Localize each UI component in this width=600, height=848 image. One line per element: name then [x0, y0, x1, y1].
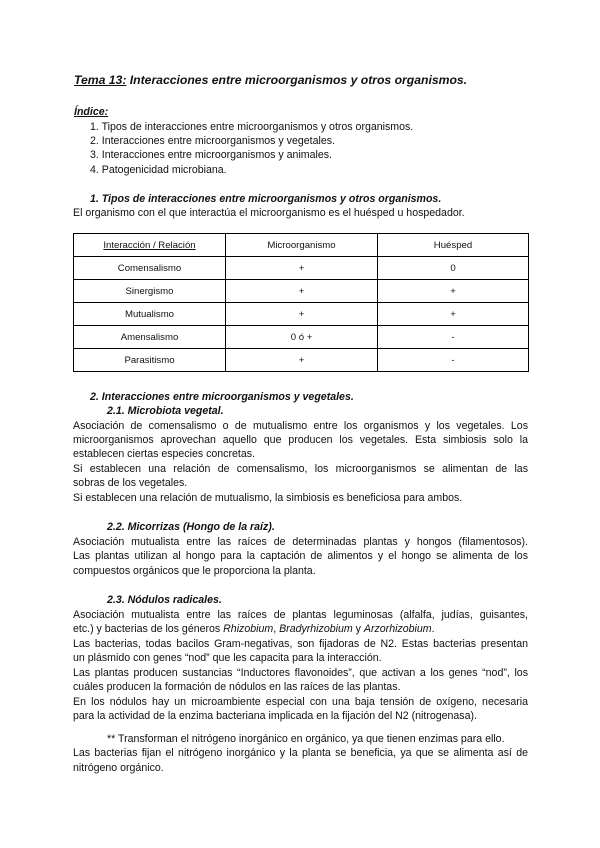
- paragraph-line: Si establecen una relación de mutualismo, la simbiosis es beneficiosa para ambos.: [73, 492, 463, 504]
- paragraph-line: para la actividad de la enzima bacteriana implicada en la fijación del N2 (nitrogenasa).: [73, 710, 477, 722]
- paragraph-line: microorganismos aprovechan aquello que producen los vegetales. Esta simbiosis solo la: [73, 434, 528, 446]
- text-run: y: [352, 623, 364, 635]
- paragraph-line: Las plantas utilizan al hongo para la captación de alimentos y el hongo se alimenta de los: [73, 550, 528, 562]
- paragraph-line: establecen ciertas especies concretas.: [73, 448, 255, 460]
- index-item: 2. Interacciones entre microorganismos y vegetales.: [90, 135, 335, 147]
- paragraph-line: Asociación mutualista entre las raíces de plantas leguminosas (alfalfa, judías, guisantes,: [73, 609, 528, 621]
- table-row: [74, 303, 529, 326]
- subsection-heading: 2.2. Micorrizas (Hongo de la raíz).: [107, 521, 275, 533]
- paragraph-line: sobras de los vegetales.: [73, 477, 188, 489]
- table-cell: +: [226, 303, 378, 326]
- paragraph-line: compuestos orgánicos que le proporciona la planta.: [73, 565, 316, 577]
- paragraph-line: Si establecen una relación de comensalismo, los microorganismos se alimentan de las: [73, 463, 528, 475]
- table-header: Interacción / Relación: [74, 234, 226, 257]
- table-cell: Mutualismo: [74, 303, 226, 326]
- genus-name: Bradyrhizobium: [279, 623, 353, 635]
- section-intro: El organismo con el que interactúa el microorganismo es el huésped u hospedador.: [73, 207, 465, 219]
- table-row: [74, 326, 529, 349]
- table-cell: +: [378, 280, 529, 303]
- subsection-heading: 2.3. Nódulos radicales.: [107, 594, 222, 606]
- paragraph-line: cuáles producen la formación de nódulos en las raíces de las plantas.: [73, 681, 401, 693]
- note-line: Las bacterias fijan el nitrógeno inorgánico y la planta se beneficia, ya que se alimenta así de: [73, 747, 528, 759]
- table-header: Huésped: [378, 234, 529, 257]
- section-heading: 1. Tipos de interacciones entre microorganismos y otros organismos.: [90, 193, 442, 205]
- table-cell: +: [378, 303, 529, 326]
- text-run: ,: [273, 623, 280, 635]
- table-cell: Amensalismo: [74, 326, 226, 349]
- table-row: [74, 280, 529, 303]
- title-label: Tema 13:: [74, 73, 127, 87]
- section-heading: 2. Interacciones entre microorganismos y vegetales.: [90, 391, 354, 403]
- paragraph-line: un plásmido con genes “nod” que les capacita para la interacción.: [73, 652, 382, 664]
- table-header: Microorganismo: [226, 234, 378, 257]
- note-line: nitrógeno orgánico.: [73, 762, 164, 774]
- genus-name: Arzorhizobium: [363, 623, 432, 635]
- note-line: ** Transforman el nitrógeno inorgánico en orgánico, ya que tienen enzimas para ello.: [107, 733, 505, 745]
- index-heading: Índice:: [74, 106, 109, 118]
- table-cell: Sinergismo: [74, 280, 226, 303]
- paragraph-line: Las plantas producen sustancias “Inductores flavonoides”, que activan a los genes “nod”, los: [73, 667, 528, 679]
- page-title: [74, 73, 467, 87]
- title-text: Interacciones entre microorganismos y otros organismos.: [126, 73, 468, 87]
- table-cell: -: [378, 349, 529, 372]
- index-item: 4. Patogenicidad microbiana.: [90, 164, 227, 176]
- table-row: [74, 349, 529, 372]
- index-item: 3. Interacciones entre microorganismos y animales.: [90, 149, 332, 161]
- table-cell: Parasitismo: [74, 349, 226, 372]
- paragraph-line: [73, 622, 435, 636]
- paragraph-line: Asociación mutualista entre las raíces de determinadas plantas y hongos (filamentosos).: [73, 536, 528, 548]
- text-run: etc.) y bacterias de los géneros: [73, 623, 224, 635]
- table-cell: +: [226, 349, 378, 372]
- paragraph-line: Asociación de comensalismo o de mutualismo entre los organismos y los vegetales. Los: [73, 420, 528, 432]
- text-run: .: [431, 623, 435, 635]
- genus-name: Rhizobium: [223, 623, 274, 635]
- index-item: 1. Tipos de interacciones entre microorganismos y otros organismos.: [90, 121, 414, 133]
- table-cell: -: [378, 326, 529, 349]
- table-cell: +: [226, 257, 378, 280]
- table-cell: Comensalismo: [74, 257, 226, 280]
- paragraph-line: En los nódulos hay un microambiente especial con una baja tensión de oxígeno, necesaria: [73, 696, 528, 708]
- table-cell: 0 ó +: [226, 326, 378, 349]
- table-header-row: [74, 234, 529, 257]
- table-cell: 0: [378, 257, 529, 280]
- table-row: [74, 257, 529, 280]
- subsection-heading: 2.1. Microbiota vegetal.: [107, 405, 224, 417]
- interaction-table: [73, 233, 529, 372]
- table-cell: +: [226, 280, 378, 303]
- paragraph-line: Las bacterias, todas bacilos Gram-negativas, son fijadoras de N2. Estas bacterias presentan: [73, 638, 528, 650]
